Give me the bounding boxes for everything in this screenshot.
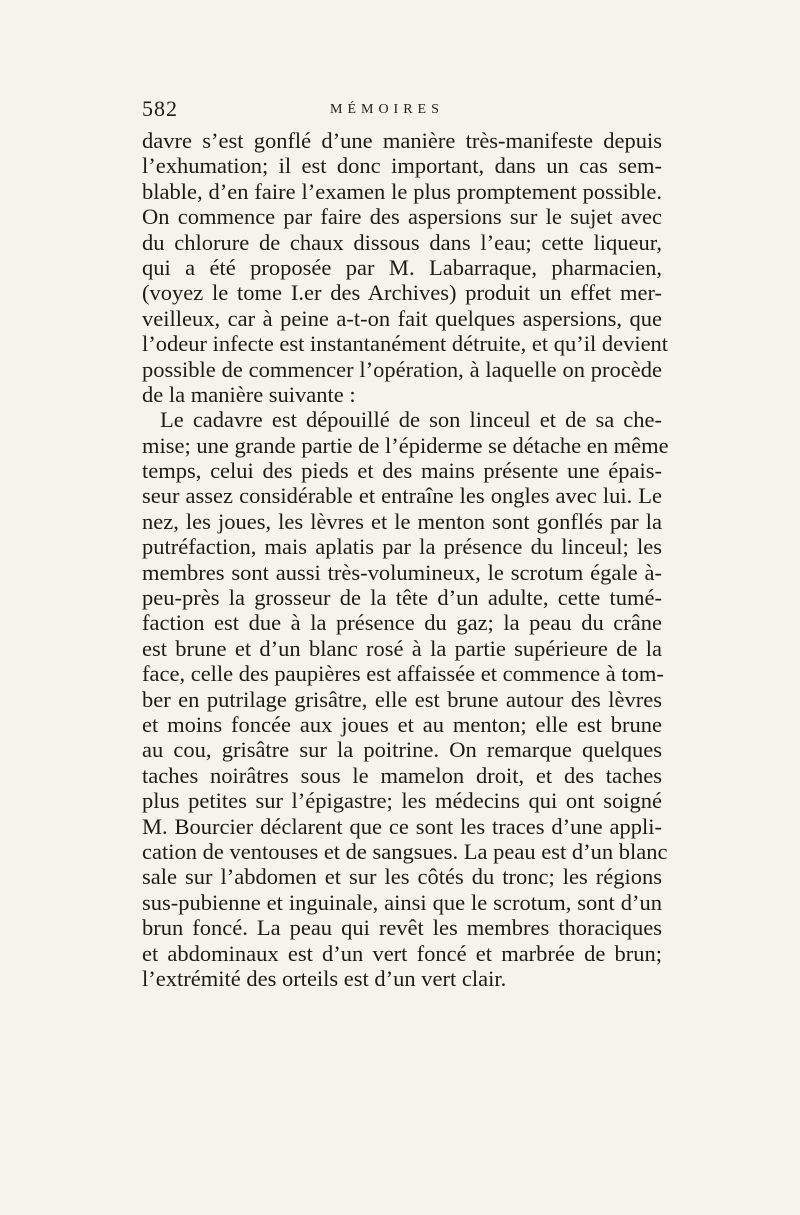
text-line: davre s’est gonflé d’une manière très-manifeste depuis xyxy=(142,128,662,153)
text-line: est brune et d’un blanc rosé à la partie supérieure de la xyxy=(142,635,662,661)
text-line: membres sont aussi très-volumineux, le scrotum égale à- xyxy=(142,559,662,585)
text-line: qui a été proposée par M. Labarraque, pharmacien, xyxy=(142,254,662,280)
text-line: face, celle des paupières est affaissée et commence à tom- xyxy=(142,661,664,687)
text-line: de la manière suivante : xyxy=(142,381,356,407)
text-line: seur assez considérable et entraîne les ongles avec lui. Le xyxy=(142,483,662,509)
running-head: MÉMOIRES xyxy=(330,102,444,117)
text-line: mise; une grande partie de l’épiderme se détache en même xyxy=(142,432,669,458)
text-line: peu-près la grosseur de la tête d’un adulte, cette tumé- xyxy=(142,585,662,611)
text-line: cation de ventouses et de sangsues. La peau est d’un blanc xyxy=(142,838,668,864)
text-line: ber en putrilage grisâtre, elle est brune autour des lèvres xyxy=(142,686,662,712)
text-line: veilleux, car à peine a-t-on fait quelques aspersions, que xyxy=(142,305,662,331)
text-line: temps, celui des pieds et des mains présente une épais- xyxy=(142,458,662,484)
text-line: et abdominaux est d’un vert foncé et marbrée de brun; xyxy=(142,940,662,966)
text-line: l’extrémité des orteils est d’un vert clair. xyxy=(142,965,507,991)
text-line: du chlorure de chaux dissous dans l’eau; cette liqueur, xyxy=(142,229,662,255)
text-line: l’exhumation; il est donc important, dans un cas sem- xyxy=(142,153,662,179)
page-header xyxy=(142,96,662,126)
text-line: plus petites sur l’épigastre; les médecins qui ont soigné xyxy=(142,788,662,814)
text-line: Le cadavre est dépouillé de son linceul et de sa che- xyxy=(160,407,662,433)
text-line: On commence par faire des aspersions sur le sujet avec xyxy=(142,204,662,230)
text-line: sale sur l’abdomen et sur les côtés du tronc; les régions xyxy=(142,864,662,890)
text-line: (voyez le tome I.er des Archives) produit un effet mer- xyxy=(142,280,662,306)
body-text xyxy=(142,128,669,991)
text-line: l’odeur infecte est instantanément détruite, et qu’il devient xyxy=(142,331,669,357)
text-line: M. Bourcier déclarent que ce sont les traces d’une appli- xyxy=(142,813,662,839)
text-line: taches noirâtres sous le mamelon droit, et des taches xyxy=(142,762,662,788)
page-number: 582 xyxy=(142,96,178,121)
text-line: faction est due à la présence du gaz; la peau du crâne xyxy=(142,610,662,636)
text-line: et moins foncée aux joues et au menton; elle est brune xyxy=(142,711,662,737)
text-line: au cou, grisâtre sur la poitrine. On remarque quelques xyxy=(142,737,662,763)
text-line: brun foncé. La peau qui revêt les membres thoraciques xyxy=(142,915,662,941)
text-line: putréfaction, mais aplatis par la présence du linceul; les xyxy=(142,534,662,560)
text-line: sus-pubienne et inguinale, ainsi que le scrotum, sont d’un xyxy=(142,889,662,915)
text-line: possible de commencer l’opération, à laquelle on procède xyxy=(142,356,662,382)
text-line: blable, d’en faire l’examen le plus promptement possible. xyxy=(142,178,662,204)
text-line: nez, les joues, les lèvres et le menton sont gonflés par la xyxy=(142,508,662,534)
